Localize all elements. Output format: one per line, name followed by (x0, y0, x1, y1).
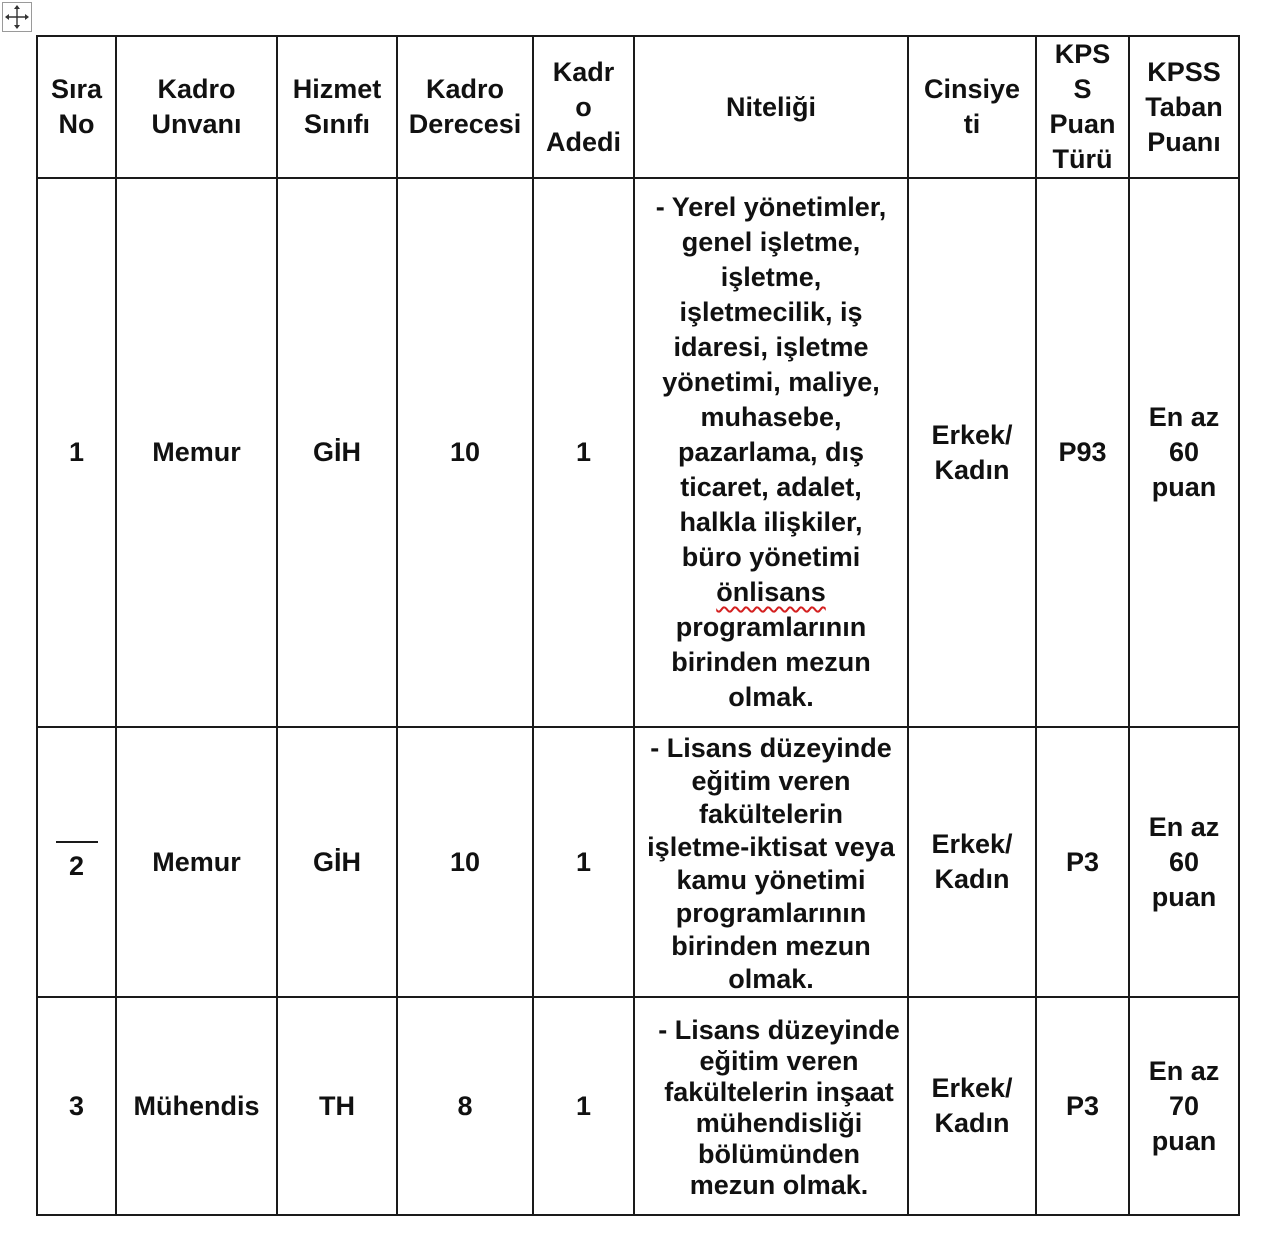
header-sira-no: Sıra No (37, 36, 116, 178)
spelling-flagged-word[interactable]: önlisans (716, 577, 826, 607)
cell-hizmet-sinifi: TH (277, 997, 397, 1215)
cell-sira-no: 1 (37, 178, 116, 727)
table-row (37, 727, 1239, 997)
cell-cinsiyeti: Erkek/ Kadın (908, 178, 1036, 727)
header-kadro-derecesi: Kadro Derecesi (397, 36, 533, 178)
cell-sira-no: 3 (37, 997, 116, 1215)
cell-kadro-unvani: Mühendis (116, 997, 277, 1215)
cell-hizmet-sinifi: GİH (277, 178, 397, 727)
cell-cinsiyeti: Erkek/ Kadın (908, 997, 1036, 1215)
sira-no-value: 2 (68, 850, 85, 881)
cell-kadro-adedi: 1 (533, 997, 634, 1215)
cell-kadro-adedi: 1 (533, 727, 634, 997)
cell-kadro-derecesi: 8 (397, 997, 533, 1215)
cell-cinsiyeti: Erkek/ Kadın (908, 727, 1036, 997)
cell-kpss-puan-turu: P3 (1036, 727, 1129, 997)
header-kpss-puan-turu: KPS S Puan Türü (1036, 36, 1129, 178)
kadro-table (36, 35, 1240, 1216)
cell-kadro-adedi: 1 (533, 178, 634, 727)
header-kadro-adedi: Kadr o Adedi (533, 36, 634, 178)
table-move-handle[interactable] (2, 2, 32, 32)
niteligi-text-continued: programlarının birinden mezun olmak. (671, 612, 871, 712)
table-row (37, 178, 1239, 727)
cell-rule-line (56, 841, 98, 843)
header-niteligi: Niteliği (634, 36, 908, 178)
cell-hizmet-sinifi: GİH (277, 727, 397, 997)
cell-kpss-taban-puani: En az 60 puan (1129, 178, 1239, 727)
move-arrows-icon (3, 3, 31, 31)
cell-kadro-derecesi: 10 (397, 727, 533, 997)
cell-niteligi: - Lisans düzeyinde eğitim veren fakültelerin işletme-iktisat veya kamu yönetimi programlarının birinden mezun olmak. (634, 727, 908, 997)
header-hizmet-sinifi: Hizmet Sınıfı (277, 36, 397, 178)
cell-sira-no (37, 727, 116, 997)
cell-kadro-unvani: Memur (116, 178, 277, 727)
niteligi-text: - Yerel yönetimler, genel işletme, işletme, işletmecilik, iş idaresi, işletme yönetimi, maliye, muhasebe, pazarlama, dış ticaret, adalet, halkla ilişkiler, büro yönetimi (655, 192, 887, 572)
header-kpss-taban-puani: KPSS Taban Puanı (1129, 36, 1239, 178)
header-row (37, 36, 1239, 178)
cell-kpss-puan-turu: P93 (1036, 178, 1129, 727)
table-row (37, 997, 1239, 1215)
cell-kadro-derecesi: 10 (397, 178, 533, 727)
cell-kadro-unvani: Memur (116, 727, 277, 997)
header-cinsiyeti: Cinsiye ti (908, 36, 1036, 178)
cell-kpss-taban-puani: En az 60 puan (1129, 727, 1239, 997)
cell-kpss-puan-turu: P3 (1036, 997, 1129, 1215)
header-kadro-unvani: Kadro Unvanı (116, 36, 277, 178)
cell-niteligi: - Lisans düzeyinde eğitim veren fakültelerin inşaat mühendisliği bölümünden mezun olmak. (634, 997, 908, 1215)
cell-kpss-taban-puani: En az 70 puan (1129, 997, 1239, 1215)
cell-niteligi (634, 178, 908, 727)
